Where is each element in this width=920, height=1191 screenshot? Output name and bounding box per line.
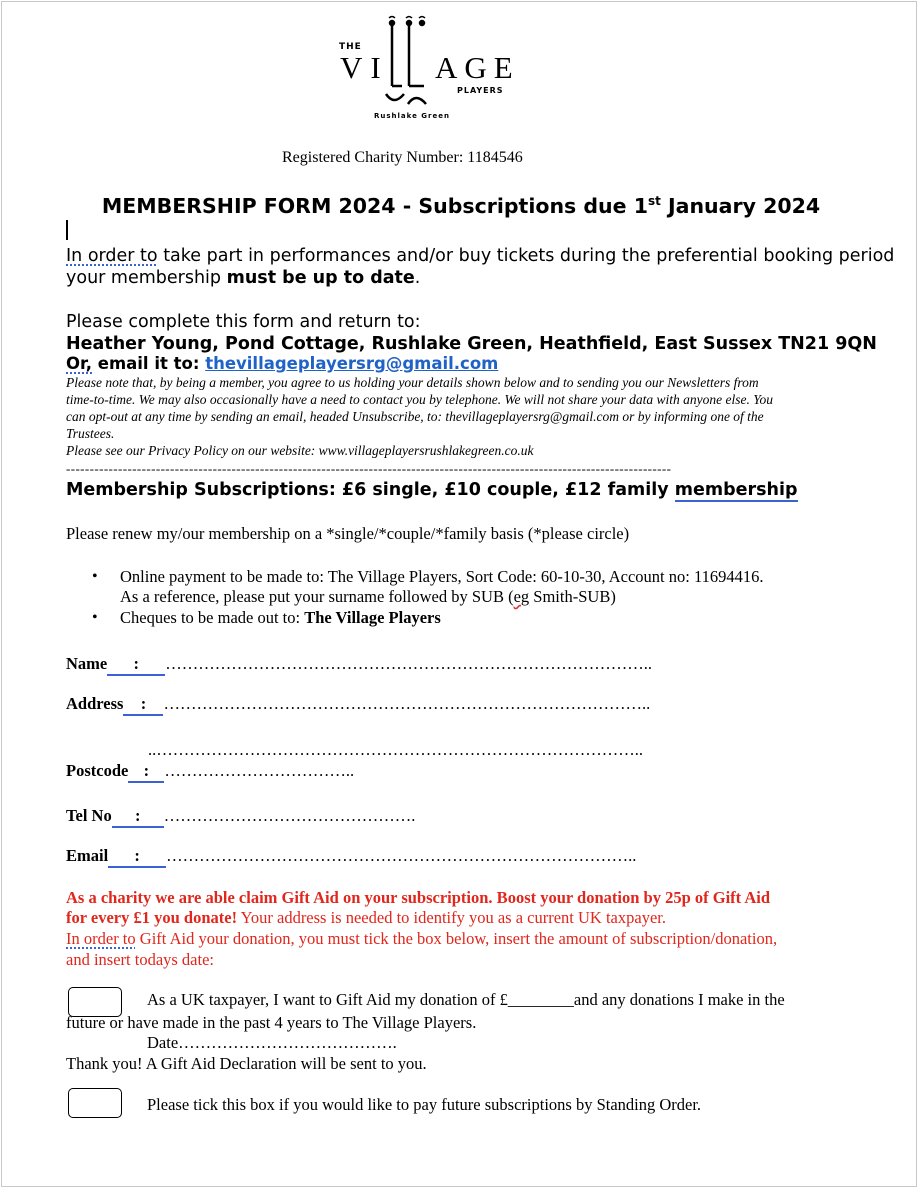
logo-players: PLAYERS	[457, 86, 504, 95]
postcode-label: Postcode	[66, 761, 129, 780]
intro-line-1	[66, 246, 894, 266]
gift-aid-line-1: As a charity we are able claim Gift Aid on your subscription. Boost your donation by 25p of Gift Aid	[66, 888, 771, 907]
privacy-note-line-3: can opt-out at any time by sending an email, headed Unsubscribe, to: thevillageplayersrg@gmail.com or by informing one of the	[66, 409, 764, 424]
cheques-text: Cheques to be made out to:	[120, 608, 305, 627]
online-payment-line-1: Online payment to be made to: The Village Players, Sort Code: 60-10-30, Account no: 11694416.	[120, 567, 764, 586]
tel-dots: ……………………………………….	[163, 806, 416, 825]
gift-aid-bold2: for every £1 you donate!	[66, 908, 238, 927]
form-title	[2, 194, 920, 218]
document-page	[1, 1, 917, 1187]
gift-aid-declaration-1: As a UK taxpayer, I want to Gift Aid my donation of £________and any donations I make in the	[147, 990, 785, 1009]
email-label: email it to:	[92, 354, 206, 373]
email-dots: …………………………………………………………………………..	[166, 846, 637, 865]
gift-aid-rest2: Your address is needed to identify you as a current UK taxpayer.	[237, 908, 666, 927]
subscriptions-membership: membership	[674, 480, 798, 500]
intro-line-2	[66, 268, 420, 288]
tel-label: Tel No	[66, 806, 112, 825]
standing-order-text: Please tick this box if you would like to pay future subscriptions by Standing Order.	[147, 1095, 702, 1114]
village-players-logo	[332, 12, 522, 124]
subscriptions-main: Membership Subscriptions: £6 single, £10 couple, £12 family	[66, 480, 675, 500]
intro-line2-bold: must be up to date	[226, 268, 415, 288]
return-email-line	[66, 354, 498, 373]
email-field-label: Email	[66, 846, 109, 865]
cheques-line	[120, 608, 441, 628]
logo-the: THE	[339, 42, 362, 52]
subscriptions-heading	[66, 480, 798, 500]
gift-aid-line-4: and insert todays date:	[66, 950, 215, 969]
privacy-note-line-2: time-to-time. We may also occasionally have a need to contact you by telephone. We will not share your data with anyone else. You	[66, 392, 773, 407]
email-link[interactable]: thevillageplayersrg@gmail.com	[205, 354, 499, 373]
return-instruction: Please complete this form and return to:	[66, 312, 421, 332]
reference-text-a: As a reference, please put your surname followed by SUB (	[120, 587, 514, 606]
or-text: Or,	[66, 354, 93, 373]
gift-aid-date[interactable]: Date………………………………….	[147, 1033, 397, 1052]
gift-aid-declaration-2: future or have made in the past 4 years to The Village Players.	[66, 1013, 477, 1032]
standing-order-checkbox[interactable]	[68, 1088, 122, 1118]
cheques-payee: The Village Players	[304, 608, 441, 627]
intro-line2-end: .	[414, 268, 421, 288]
address-colon: :	[123, 694, 163, 716]
logo-word-right: AGE	[435, 50, 520, 85]
postcode-colon: :	[128, 761, 164, 783]
title-main: MEMBERSHIP FORM 2024 - Subscriptions due 1	[101, 194, 648, 218]
gift-aid-thanks: Thank you! A Gift Aid Declaration will be sent to you.	[66, 1054, 427, 1073]
gift-aid-line-2	[66, 908, 666, 928]
intro-line1-rest: take part in performances and/or buy tickets during the preferential booking period	[157, 246, 895, 266]
bullet-cheques: •	[92, 609, 98, 626]
title-rest: January 2024	[660, 194, 821, 218]
bullet-online: •	[92, 568, 98, 585]
name-field[interactable]	[66, 654, 652, 676]
reference-text-b: Smith-SUB)	[529, 587, 616, 606]
privacy-note-line-4: Trustees.	[66, 426, 115, 441]
online-payment-line-2	[120, 587, 616, 607]
intro-in-order-to: In order to	[66, 246, 158, 266]
tel-colon: :	[112, 806, 164, 828]
privacy-policy-line: Please see our Privacy Policy on our website: www.villageplayersrushlakegreen.co.uk	[66, 443, 534, 458]
gift-aid-line-3	[66, 929, 777, 949]
logo-word-left: VI	[340, 50, 389, 85]
address-field[interactable]	[66, 694, 650, 716]
gift-aid-line3-rest: Gift Aid your donation, you must tick the box below, insert the amount of subscription/donation,	[135, 929, 778, 948]
email-field[interactable]	[66, 846, 636, 868]
name-dots: ……………………………………………………………………………..	[165, 654, 652, 673]
charity-number: Registered Charity Number: 1184546	[282, 149, 523, 166]
privacy-note-line-1: Please note that, by being a member, you agree to us holding your details shown below and to sending you our Newsletters from	[66, 375, 759, 390]
tel-field[interactable]	[66, 806, 415, 828]
name-colon: :	[107, 654, 165, 676]
email-colon: :	[108, 846, 166, 868]
text-cursor	[66, 220, 68, 240]
reference-eg: eg	[513, 587, 530, 606]
postcode-dots: ……………………………..	[164, 761, 355, 780]
address-label: Address	[66, 694, 124, 713]
address-dots: ……………………………………………………………………………..	[163, 694, 651, 713]
logo-location: Rushlake Green	[374, 112, 450, 120]
divider-line: --------------------------------------------------------------------------------------------------------------------------------	[66, 461, 672, 476]
intro-line2-start: your membership	[66, 268, 227, 288]
name-label: Name	[66, 654, 108, 673]
renew-line: Please renew my/our membership on a *single/*couple/*family basis (*please circle)	[66, 524, 630, 543]
title-superscript: st	[647, 194, 661, 208]
return-address: Heather Young, Pond Cottage, Rushlake Green, Heathfield, East Sussex TN21 9QN	[66, 334, 877, 354]
address-line-2[interactable]: ..……………………………………………………………………………..	[148, 740, 643, 759]
gift-aid-in-order-to: In order to	[66, 929, 136, 948]
postcode-field[interactable]	[66, 761, 354, 783]
